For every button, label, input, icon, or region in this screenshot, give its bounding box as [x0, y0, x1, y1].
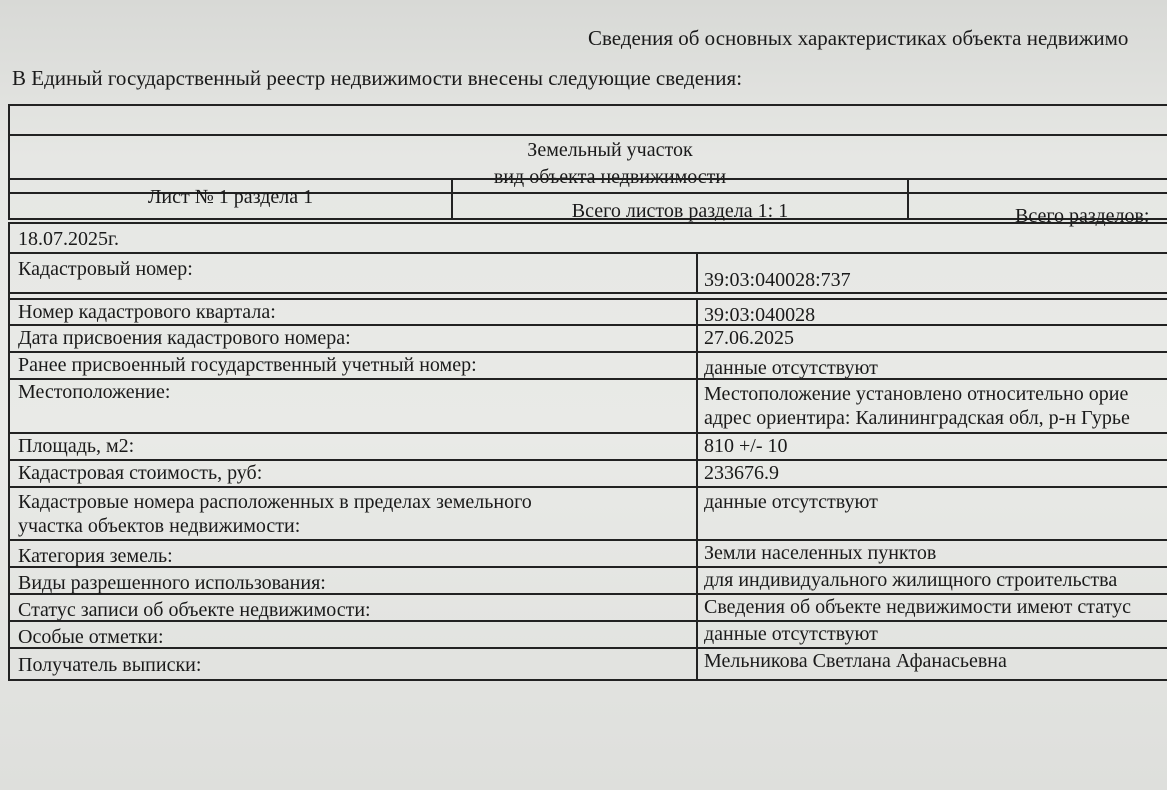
field-value: Мельникова Светлана Афанасьевна — [704, 650, 1007, 672]
document-intro: В Единый государственный реестр недвижимости внесены следующие сведения: — [12, 66, 743, 90]
field-value-block — [698, 380, 1167, 432]
field-label: Номер кадастрового квартала: — [10, 300, 698, 324]
field-label: Ранее присвоенный государственный учетный номер: — [10, 353, 698, 378]
field-label: Статус записи об объекте недвижимости: — [10, 595, 698, 620]
extract-date: 18.07.2025г. — [18, 228, 119, 250]
table-row — [10, 326, 1167, 353]
field-label: Кадастровые номера расположенных в пределах земельного — [18, 491, 532, 513]
date-row — [10, 224, 1167, 254]
field-value: Земли населенных пунктов — [704, 542, 937, 564]
field-value: 233676.9 — [704, 462, 779, 484]
document-title: Сведения об основных характеристиках объекта недвижимо — [588, 26, 1129, 50]
field-value: данные отсутствуют — [704, 491, 878, 513]
total-sections: Всего разделов: — [1015, 205, 1150, 227]
field-label: Дата присвоения кадастрового номера: — [10, 326, 698, 351]
cadastral-number-label: Кадастровый номер: — [10, 254, 698, 292]
table-row — [10, 622, 1167, 649]
table-row — [10, 595, 1167, 622]
field-label-block — [10, 488, 698, 539]
field-label: Площадь, м2: — [10, 434, 698, 459]
field-value: 810 +/- 10 — [704, 435, 788, 457]
field-value: данные отсутствуют — [704, 623, 878, 645]
table-row — [10, 434, 1167, 461]
total-sheets: Всего листов раздела 1: 1 — [453, 180, 909, 218]
characteristics-table — [8, 222, 1167, 681]
table-row — [10, 488, 1167, 541]
field-value-line2: адрес ориентира: Калининградская обл, р-н Гурье — [704, 407, 1130, 429]
field-value: 27.06.2025 — [704, 327, 794, 349]
field-value: Местоположение установлено относительно орие — [704, 383, 1129, 405]
table-top-blank-row — [8, 104, 1167, 136]
table-row — [10, 541, 1167, 568]
table-row — [10, 380, 1167, 434]
field-label: Категория земель: — [10, 541, 698, 566]
table-row — [10, 461, 1167, 488]
sheet-info-row — [8, 178, 1167, 227]
table-row — [10, 353, 1167, 380]
field-value: 39:03:040028 — [704, 304, 816, 324]
cadastral-number-value: 39:03:040028:737 — [704, 269, 851, 291]
field-value: данные отсутствуют — [704, 357, 878, 378]
field-label: Виды разрешенного использования: — [10, 568, 698, 593]
table-row — [10, 300, 1167, 326]
table-row — [10, 568, 1167, 595]
field-value: для индивидуального жилищного строительства — [704, 569, 1118, 591]
field-label: Получатель выписки: — [10, 649, 698, 679]
field-value: Сведения об объекте недвижимости имеют статус — [704, 596, 1131, 618]
field-label: Кадастровая стоимость, руб: — [10, 461, 698, 486]
field-label-line2: участка объектов недвижимости: — [18, 515, 301, 537]
field-label: Местоположение: — [10, 380, 698, 432]
sheet-number: Лист № 1 раздела 1 — [10, 180, 453, 218]
field-label: Особые отметки: — [10, 622, 698, 647]
object-type-caption: вид объекта недвижимости — [493, 166, 727, 188]
table-row — [10, 649, 1167, 679]
object-type-value: Земельный участок — [527, 139, 693, 161]
cadastral-number-row — [10, 254, 1167, 294]
